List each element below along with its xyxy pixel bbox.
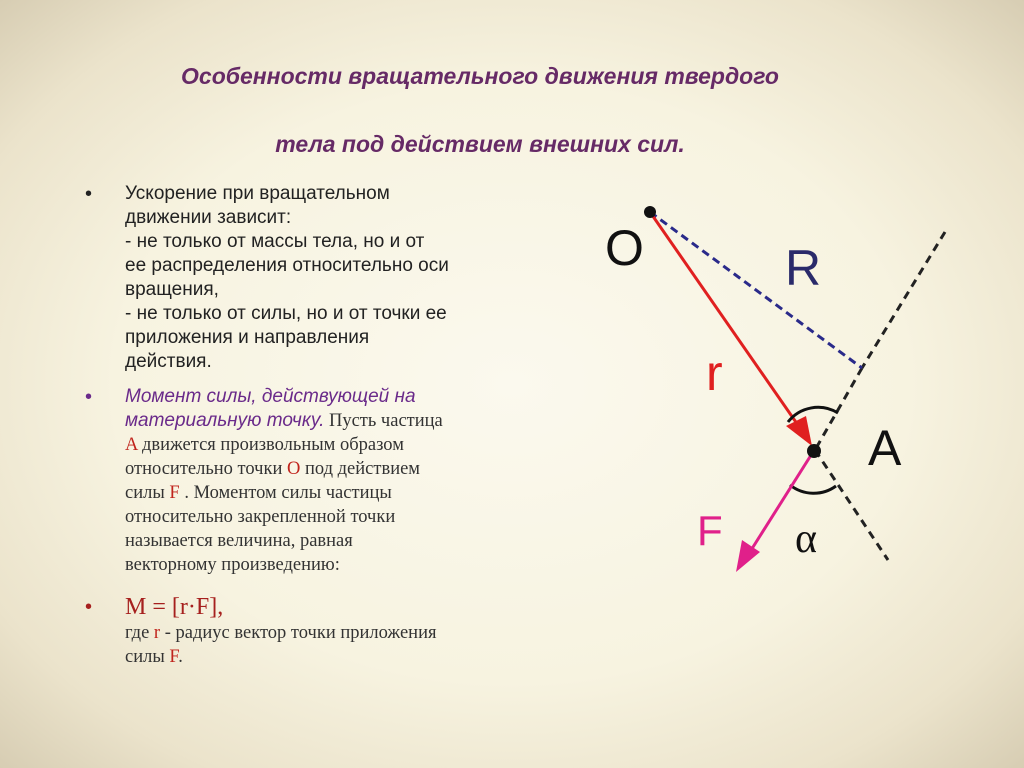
text-line: действия. — [125, 351, 212, 372]
slide-title-line-1: Особенности вращательного движения твердого — [181, 63, 779, 89]
line-of-action — [862, 232, 945, 368]
label-O: O — [605, 220, 644, 276]
text-fragment: - радиус вектор точки приложения — [160, 623, 437, 643]
text-fragment: движется произвольным образом — [137, 435, 404, 455]
symbol-F: F — [169, 647, 179, 667]
text-fragment: где — [125, 623, 154, 643]
text-line: векторному произведению: — [125, 555, 340, 575]
text-fragment: Пусть частица — [324, 411, 443, 431]
label-F: F — [697, 507, 723, 554]
text-fragment: относительно точки — [125, 459, 287, 479]
label-A: A — [868, 420, 902, 476]
slide-title-line-2: тела под действием внешних сил. — [275, 131, 685, 157]
text-line: приложения и направления — [125, 327, 370, 348]
text-line: движении зависит: — [125, 207, 292, 228]
text-line: ее распределения относительно оси — [125, 255, 449, 276]
text-line: - не только от массы тела, но и от — [125, 231, 425, 252]
text-line: вращения, — [125, 279, 219, 300]
italic-heading: Момент силы, действующей на — [125, 386, 416, 407]
symbol-O: O — [286, 459, 301, 479]
point-A — [807, 444, 821, 458]
moment-formula: M = [r·F], — [125, 594, 224, 620]
line-of-action — [815, 368, 862, 450]
lever-arm-R — [650, 212, 862, 368]
F-vector-arrowhead — [736, 540, 760, 572]
symbol-F: F — [169, 483, 180, 503]
symbol-A: A — [125, 435, 138, 455]
point-O — [644, 206, 656, 218]
text-line: Ускорение при вращательном — [125, 183, 390, 204]
text-fragment: . Моментом силы частицы — [179, 483, 392, 503]
label-r: r — [706, 345, 723, 401]
bullet-dot: • — [85, 386, 93, 408]
bullet-dot: • — [85, 596, 93, 618]
r-vector — [650, 212, 800, 428]
angle-arc — [790, 485, 836, 493]
text-fragment: . — [178, 647, 183, 667]
text-line: относительно закрепленной точки — [125, 507, 396, 527]
label-alpha: α — [795, 516, 818, 562]
text-line: - не только от силы, но и от точки ее — [125, 303, 447, 324]
symbol-r: r — [153, 623, 161, 643]
italic-heading: материальную точку. — [125, 410, 325, 431]
text-fragment: силы — [125, 647, 170, 667]
text-fragment: силы — [125, 483, 170, 503]
text-fragment: под действием — [300, 459, 421, 479]
label-R: R — [785, 240, 822, 296]
bullet-dot: • — [85, 183, 93, 205]
text-line: называется величина, равная — [125, 531, 353, 551]
